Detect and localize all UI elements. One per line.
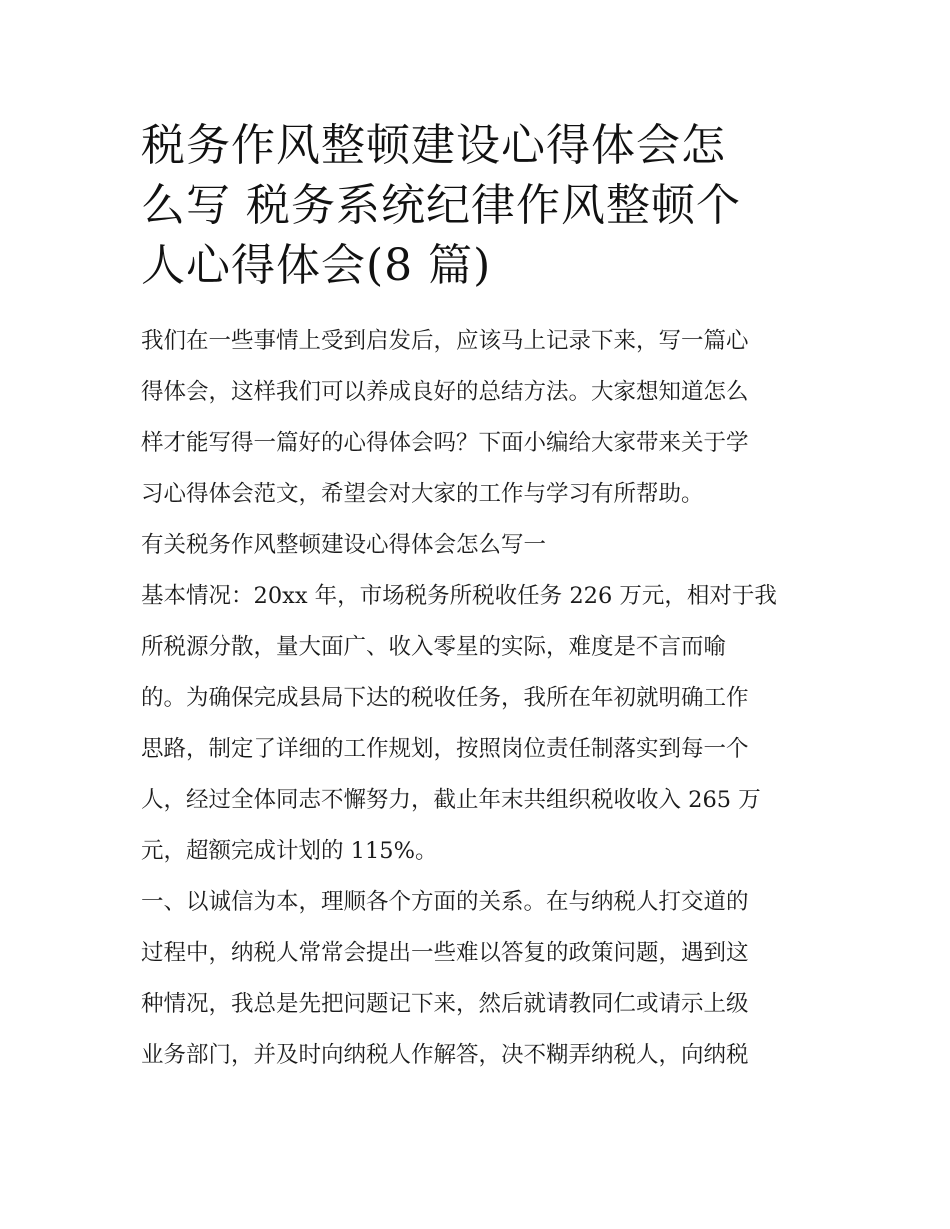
text-line: 元，超额完成计划的 115%。 — [141, 838, 438, 864]
text-line: 种情况，我总是先把问题记下来，然后就请教同仁或请示上级 — [141, 991, 749, 1017]
text-line: 我们在一些事情上受到启发后，应该马上记录下来，写一篇心 — [141, 328, 749, 354]
document-body — [141, 316, 813, 1081]
text-line: 过程中，纳税人常常会提出一些难以答复的政策问题，遇到这 — [141, 940, 749, 966]
text-line: 基本情况：20xx 年，市场税务所税收任务 226 万元，相对于我 — [141, 583, 777, 609]
text-line: 习心得体会范文，希望会对大家的工作与学习有所帮助。 — [141, 481, 704, 507]
title-line: 税务作风整顿建设心得体会怎 — [141, 120, 726, 171]
section-heading — [141, 520, 813, 571]
text-line: 业务部门，并及时向纳税人作解答，决不糊弄纳税人，向纳税 — [141, 1042, 749, 1068]
text-line: 有关税务作风整顿建设心得体会怎么写一 — [141, 532, 547, 558]
text-line: 一、以诚信为本，理顺各个方面的关系。在与纳税人打交道的 — [141, 889, 749, 915]
text-line: 所税源分散，量大面广、收入零星的实际，难度是不言而喻 — [141, 634, 727, 660]
document-page — [141, 116, 813, 1081]
text-line: 人，经过全体同志不懈努力，截止年末共组织税收收入 265 万 — [141, 787, 761, 813]
document-title — [141, 116, 813, 296]
basic-situation-paragraph — [141, 571, 813, 877]
text-line: 样才能写得一篇好的心得体会吗？下面小编给大家带来关于学 — [141, 430, 749, 456]
title-line: 么写 税务系统纪律作风整顿个 — [141, 180, 741, 231]
point-one-paragraph — [141, 877, 813, 1081]
text-line: 得体会，这样我们可以养成良好的总结方法。大家想知道怎么 — [141, 379, 749, 405]
text-line: 思路，制定了详细的工作规划，按照岗位责任制落实到每一个 — [141, 736, 749, 762]
text-line: 的。为确保完成县局下达的税收任务，我所在年初就明确工作 — [141, 685, 749, 711]
title-line: 人心得体会(8 篇) — [141, 240, 492, 291]
intro-paragraph — [141, 316, 813, 520]
